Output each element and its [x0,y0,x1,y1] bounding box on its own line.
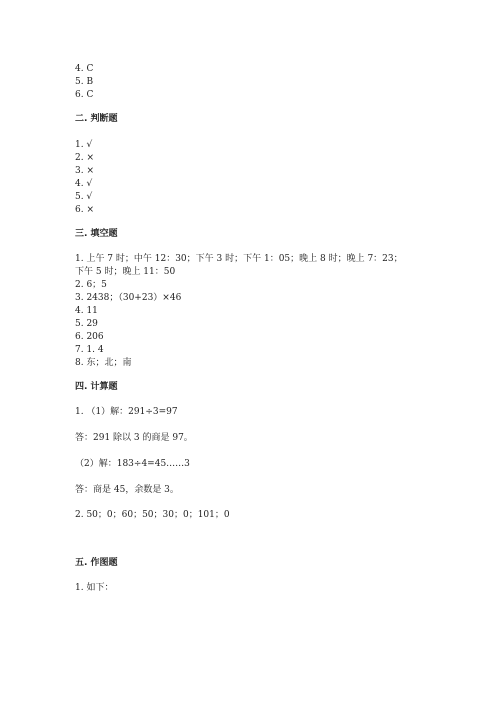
answer-line: （2）解：183÷4=45……3 [75,459,190,469]
section-heading-calculation: 四. 计算题 [75,382,118,392]
answer-line: 7. 1. 4 [75,345,104,355]
judgement-answers [75,139,94,217]
answer-line: 6. C [75,90,94,100]
answer-line: 5. √ [75,192,93,202]
answer-line: 5. B [75,77,94,87]
answer-line: 1. √ [75,140,93,150]
section-heading-fill-blank: 三. 填空题 [75,229,118,239]
answer-line: 6. 206 [75,332,104,342]
answer-line: 4. √ [75,179,93,189]
answer-line: 下午 5 时；晚上 11：50 [75,267,176,277]
prev-section-answers [75,63,93,102]
section-heading-drawing: 五. 作图题 [75,558,118,568]
answer-line: 6. × [75,205,94,215]
answer-line: 2. × [75,153,94,163]
answer-line: 1. （1）解：291÷3=97 [75,407,178,417]
answer-line: 4. C [75,64,94,74]
answer-line: 2. 50；0；60；50；30；0；101；0 [75,510,230,520]
fill-blank-answers [75,253,403,370]
answer-line: 3. × [75,166,94,176]
answer-line: 答：291 除以 3 的商是 97。 [75,433,193,443]
answer-line: 5. 29 [75,319,98,329]
answer-line: 4. 11 [75,306,98,316]
answer-line: 8. 东；北；南 [75,358,132,368]
section-heading-judgement: 二. 判断题 [75,114,118,124]
answer-line: 2. 6；5 [75,280,107,290]
answer-line: 答：商是 45，余数是 3。 [75,485,179,495]
answer-line: 3. 2438；（30+23）×46 [75,293,182,303]
answer-line: 1. 上午 7 时；中午 12：30；下午 3 时；下午 1：05；晚上 8 时；晚上 7：23； [75,254,403,264]
answer-line: 1. 如下： [75,583,114,593]
